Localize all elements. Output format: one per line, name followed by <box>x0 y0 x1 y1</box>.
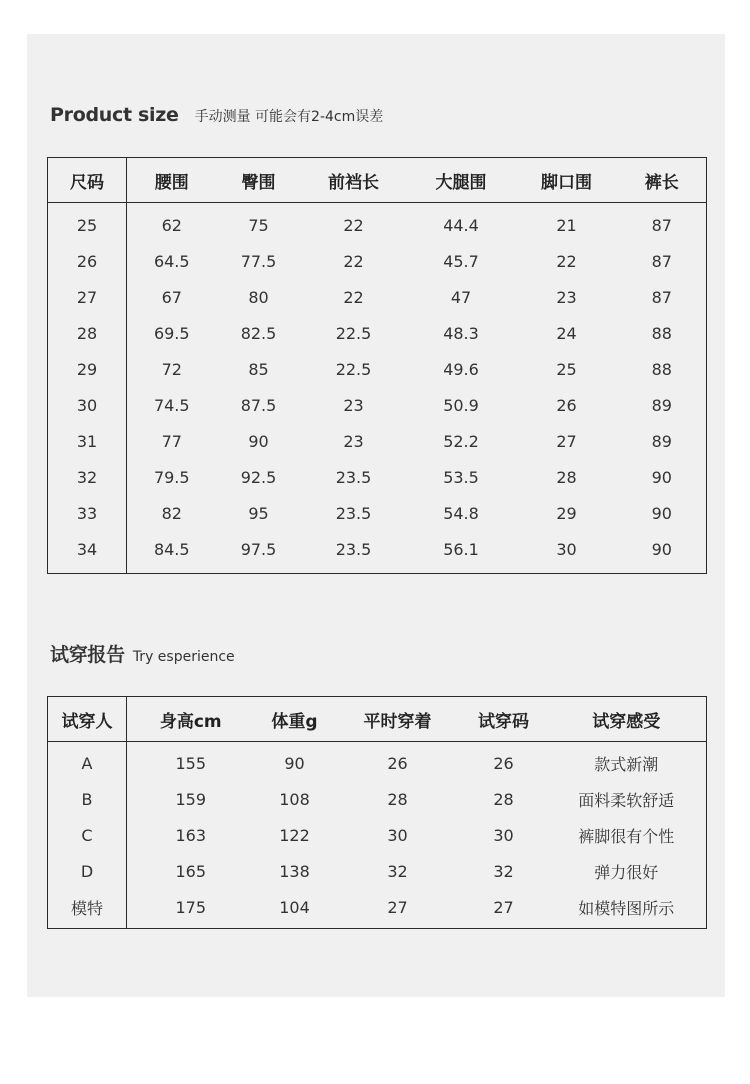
table-cell: 87.5 <box>240 395 277 415</box>
table-cell: 89 <box>651 431 672 451</box>
table-cell: 45.7 <box>443 251 479 271</box>
table-cell: 26 <box>48 243 127 279</box>
table-cell: 26 <box>556 395 577 415</box>
column-header: 裤长 <box>618 158 707 203</box>
table-cell: 26 <box>493 753 514 773</box>
table-cell: 28 <box>556 467 577 487</box>
column-header: 体重g <box>255 697 335 742</box>
table-cell: 28 <box>493 789 514 809</box>
table-header-row <box>48 158 707 203</box>
table-cell: 47 <box>450 287 472 307</box>
column-header: 臀围 <box>217 158 301 203</box>
table-cell: 90 <box>651 467 672 487</box>
table-cell: 如模特图所示 <box>578 898 675 918</box>
table-cell: 面料柔软舒适 <box>578 790 675 810</box>
trial-report-table <box>47 696 707 929</box>
table-cell: 87 <box>651 215 672 235</box>
table-row <box>48 817 707 853</box>
table-cell: 88 <box>651 359 672 379</box>
table-cell: 92.5 <box>240 467 277 487</box>
table-cell: 22 <box>343 251 364 271</box>
trial-section-title: 试穿报告 <box>50 644 125 666</box>
table-cell: 弹力很好 <box>594 862 659 882</box>
table-cell: 23 <box>343 431 364 451</box>
table-cell: 90 <box>651 539 672 559</box>
table-cell: 28 <box>48 315 127 351</box>
table-cell: 24 <box>556 323 577 343</box>
table-cell: 款式新潮 <box>594 754 659 774</box>
table-cell: 175 <box>175 897 207 917</box>
table-row <box>48 279 707 315</box>
table-row <box>48 315 707 351</box>
table-row <box>48 531 707 574</box>
table-cell: 95 <box>248 503 269 523</box>
table-cell: 54.8 <box>443 503 479 523</box>
table-cell: 75 <box>248 215 269 235</box>
column-header: 试穿感受 <box>547 697 707 742</box>
column-header: 尺码 <box>48 158 127 203</box>
table-cell: 69.5 <box>153 323 190 343</box>
table-row <box>48 351 707 387</box>
table-cell: 85 <box>248 359 269 379</box>
trial-section-subtitle: Try esperience <box>132 649 235 665</box>
table-cell: 23.5 <box>335 467 372 487</box>
table-cell: 33 <box>48 495 127 531</box>
table-cell: 22.5 <box>335 323 372 343</box>
table-cell: 27 <box>556 431 577 451</box>
table-cell: 23.5 <box>335 503 372 523</box>
table-cell: 44.4 <box>443 215 479 235</box>
table-cell: 23.5 <box>335 539 372 559</box>
table-cell: 29 <box>556 503 577 523</box>
table-cell: 79.5 <box>153 467 190 487</box>
table-cell: 29 <box>48 351 127 387</box>
table-cell: 32 <box>48 459 127 495</box>
table-cell: 30 <box>556 539 577 559</box>
table-cell: 32 <box>387 861 408 881</box>
table-cell: 31 <box>48 423 127 459</box>
table-row <box>48 423 707 459</box>
table-cell: 34 <box>48 531 127 574</box>
table-cell: 22 <box>343 215 364 235</box>
table-cell: 56.1 <box>443 539 479 559</box>
table-cell: B <box>48 781 127 817</box>
column-header: 腰围 <box>127 158 217 203</box>
table-cell: 74.5 <box>153 395 190 415</box>
table-cell: 25 <box>48 203 127 244</box>
table-cell: 27 <box>493 897 514 917</box>
table-cell: 64.5 <box>153 251 190 271</box>
table-cell: 21 <box>556 215 577 235</box>
table-cell: 88 <box>651 323 672 343</box>
table-cell: 49.6 <box>443 359 479 379</box>
table-cell: 25 <box>556 359 577 379</box>
column-header: 试穿人 <box>48 697 127 742</box>
table-row <box>48 742 707 782</box>
column-header: 平时穿着 <box>335 697 461 742</box>
table-cell: 90 <box>651 503 672 523</box>
table-row <box>48 387 707 423</box>
table-cell: 30 <box>387 825 408 845</box>
table-cell: 77 <box>161 431 182 451</box>
table-cell: 90 <box>248 431 269 451</box>
table-cell: 82.5 <box>240 323 277 343</box>
table-cell: 89 <box>651 395 672 415</box>
table-cell: 23 <box>343 395 364 415</box>
table-cell: 97.5 <box>240 539 277 559</box>
table-header-row <box>48 697 707 742</box>
table-cell: 22.5 <box>335 359 372 379</box>
table-row <box>48 459 707 495</box>
table-row <box>48 203 707 244</box>
table-cell: 52.2 <box>443 431 479 451</box>
table-cell: 48.3 <box>443 323 479 343</box>
table-cell: 67 <box>161 287 182 307</box>
table-cell: 122 <box>279 825 310 845</box>
trial-section-heading <box>50 640 235 667</box>
table-row <box>48 889 707 929</box>
table-row <box>48 495 707 531</box>
table-cell: 87 <box>651 251 672 271</box>
table-cell: 22 <box>556 251 577 271</box>
size-section-subtitle: 手动测量 可能会有2-4cm误差 <box>194 109 384 125</box>
table-cell: A <box>48 742 127 782</box>
column-header: 脚口围 <box>516 158 618 203</box>
table-cell: 77.5 <box>240 251 277 271</box>
table-cell: 165 <box>175 861 207 881</box>
size-section-title: Product size <box>50 104 179 126</box>
table-cell: 27 <box>48 279 127 315</box>
table-cell: 27 <box>387 897 408 917</box>
table-cell: 87 <box>651 287 672 307</box>
table-cell: C <box>48 817 127 853</box>
table-cell: 53.5 <box>443 467 479 487</box>
table-cell: 80 <box>248 287 269 307</box>
table-cell: 155 <box>175 753 207 773</box>
table-cell: 23 <box>556 287 577 307</box>
table-cell: 82 <box>161 503 182 523</box>
column-header: 身高cm <box>127 697 255 742</box>
table-cell: 90 <box>284 753 305 773</box>
table-cell: 28 <box>387 789 408 809</box>
size-section-heading <box>50 104 383 126</box>
table-row <box>48 853 707 889</box>
table-cell: 裤脚很有个性 <box>578 826 675 846</box>
table-cell: 50.9 <box>443 395 479 415</box>
size-table <box>47 157 707 574</box>
table-cell: D <box>48 853 127 889</box>
column-header: 试穿码 <box>461 697 547 742</box>
column-header: 前裆长 <box>301 158 407 203</box>
table-cell: 62 <box>161 215 182 235</box>
table-cell: 30 <box>48 387 127 423</box>
table-cell: 30 <box>493 825 514 845</box>
table-cell: 22 <box>343 287 364 307</box>
table-cell: 72 <box>161 359 182 379</box>
table-cell: 108 <box>279 789 310 809</box>
table-cell: 32 <box>493 861 514 881</box>
table-cell: 84.5 <box>153 539 190 559</box>
column-header: 大腿围 <box>407 158 516 203</box>
table-cell: 模特 <box>48 889 127 929</box>
table-cell: 159 <box>175 789 207 809</box>
table-cell: 104 <box>279 897 310 917</box>
table-cell: 138 <box>279 861 310 881</box>
table-cell: 163 <box>175 825 207 845</box>
table-row <box>48 781 707 817</box>
table-cell: 26 <box>387 753 408 773</box>
table-row <box>48 243 707 279</box>
